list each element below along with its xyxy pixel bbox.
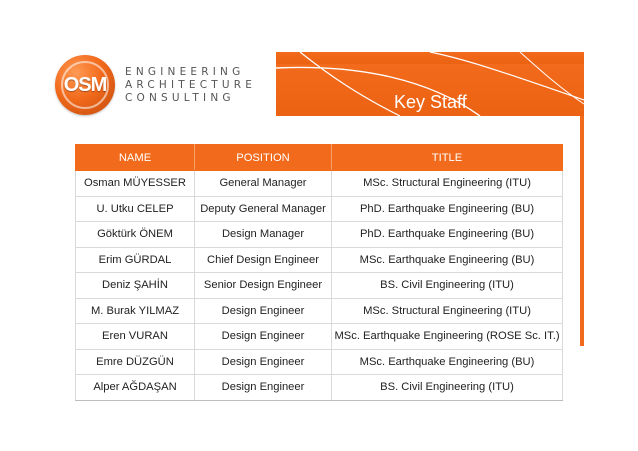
cell-name: U. Utku CELEP (76, 196, 195, 222)
cell-position: General Manager (195, 171, 332, 197)
table-row (76, 298, 563, 324)
cell-name: Emre DÜZGÜN (76, 349, 195, 375)
cell-title: MSc. Structural Engineering (ITU) (332, 298, 563, 324)
cell-position: Senior Design Engineer (195, 273, 332, 299)
table-header-row (76, 145, 563, 171)
cell-title: MSc. Earthquake Engineering (ROSE Sc. IT.) (332, 324, 563, 350)
cell-title: MSc. Earthquake Engineering (BU) (332, 247, 563, 273)
table-row (76, 247, 563, 273)
page-title: Key Staff (394, 92, 467, 112)
cell-name: Osman MÜYESSER (76, 171, 195, 197)
cell-position: Chief Design Engineer (195, 247, 332, 273)
cell-title: BS. Civil Engineering (ITU) (332, 273, 563, 299)
cell-name: Erim GÜRDAL (76, 247, 195, 273)
logo-word-architecture: ARCHITECTURE (125, 78, 257, 91)
cell-name: Alper AĞDAŞAN (76, 375, 195, 401)
logo-badge (55, 55, 115, 115)
cell-position: Design Engineer (195, 349, 332, 375)
logo-mark: OSM (63, 73, 107, 96)
table-row (76, 375, 563, 401)
cell-name: Göktürk ÖNEM (76, 222, 195, 248)
table-row (76, 222, 563, 248)
cell-position: Design Engineer (195, 375, 332, 401)
company-logo (55, 55, 256, 115)
cell-position: Deputy General Manager (195, 196, 332, 222)
table-row (76, 273, 563, 299)
key-staff-table (75, 144, 563, 401)
cell-name: M. Burak YILMAZ (76, 298, 195, 324)
cell-title: BS. Civil Engineering (ITU) (332, 375, 563, 401)
table-row (76, 349, 563, 375)
cell-position: Design Engineer (195, 324, 332, 350)
header-top-strip (276, 52, 584, 64)
cell-title: MSc. Earthquake Engineering (BU) (332, 349, 563, 375)
logo-word-consulting: CONSULTING (125, 91, 235, 104)
table-row (76, 196, 563, 222)
right-accent-bar (580, 116, 584, 346)
column-header-position: POSITION (195, 145, 332, 171)
column-header-name: NAME (76, 145, 195, 171)
table-row (76, 171, 563, 197)
logo-word-engineering: ENGINEERING (125, 65, 245, 78)
table-row (76, 324, 563, 350)
cell-title: PhD. Earthquake Engineering (BU) (332, 196, 563, 222)
cell-name: Eren VURAN (76, 324, 195, 350)
cell-name: Deniz ŞAHİN (76, 273, 195, 299)
cell-title: PhD. Earthquake Engineering (BU) (332, 222, 563, 248)
cell-position: Design Engineer (195, 298, 332, 324)
cell-title: MSc. Structural Engineering (ITU) (332, 171, 563, 197)
logo-wordmark (125, 66, 256, 105)
column-header-title: TITLE (332, 145, 563, 171)
cell-position: Design Manager (195, 222, 332, 248)
